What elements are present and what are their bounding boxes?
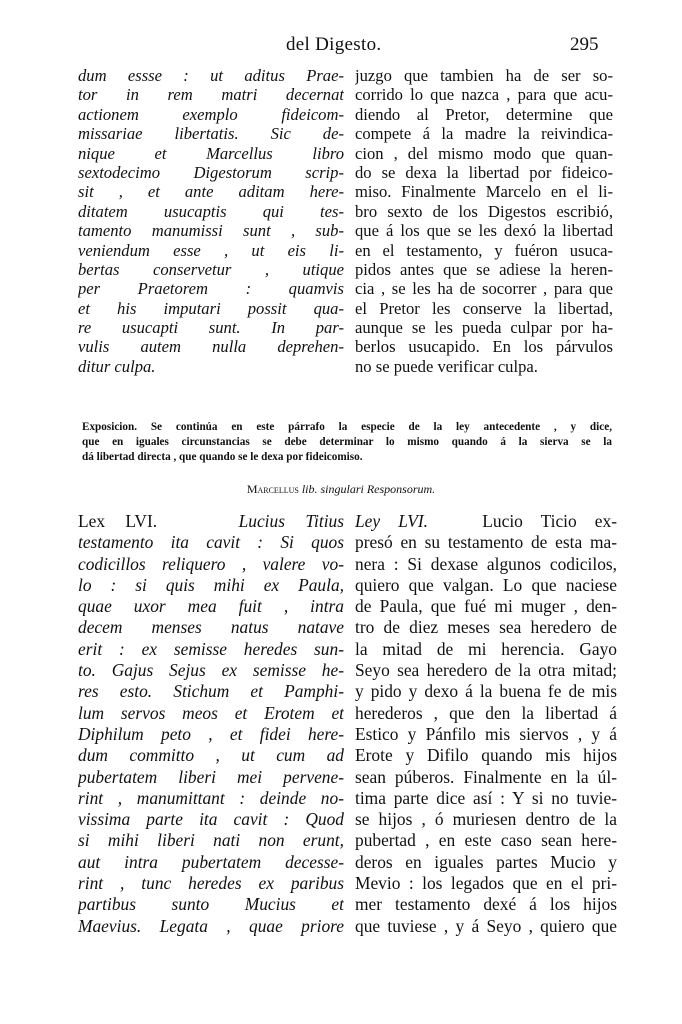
text-line: Maevius. Legata , quae priore (78, 915, 344, 936)
source-heading (0, 482, 682, 497)
text-line: quiero que valgan. Lo que naciese (355, 574, 617, 595)
text-line: ditatem usucaptis qui tes- (78, 201, 344, 221)
text-line: tima parte dice así : Y si no tuvie- (355, 787, 617, 808)
text-line: tamento manumissi sunt , sub- (78, 221, 344, 241)
text-line: quae uxor mea fuit , intra (78, 596, 344, 617)
text-line: dum essse : ut aditus Prae- (78, 66, 344, 85)
text-line: aunque se les pueda culpar por ha- (355, 318, 613, 338)
source-work: lib. singulari Responsorum. (301, 482, 436, 496)
running-title: del Digesto. (286, 34, 382, 55)
latin-column-bottom (78, 511, 344, 937)
exposition-line: Exposicion. Se continúa en este párrafo la especie de la ley antecedente , y dice, (82, 421, 612, 433)
text-line: berlos usucapido. En los párvulos (355, 337, 613, 357)
text-line: compete á la madre la reivindica- (355, 124, 613, 144)
latin-column-top (78, 66, 344, 376)
text-line: aut intra pubertatem decesse- (78, 851, 344, 872)
text-line: tor in rem matri decernat (78, 85, 344, 105)
exposition-line: que en iguales circunstancias se debe determinar lo mismo quando á la sierva se la (82, 436, 612, 448)
text-line: cia , se les ha de socorrer , para que (355, 279, 613, 299)
text-line: miso. Finalmente Marcelo en el li- (355, 182, 613, 202)
text-line: Diphilum peto , et fidei here- (78, 723, 344, 744)
spanish-column-bottom (355, 511, 617, 937)
text-line: nera : Si dexase algunos codicilos, (355, 553, 617, 574)
text-line: Estico y Pánfilo mis siervos , y á (355, 723, 617, 744)
text-line: presó en su testamento de esta ma- (355, 532, 617, 553)
text-line: bertas conservetur , utique (78, 259, 344, 279)
law-number: Ley LVI. (355, 511, 428, 531)
text-line: rint , tunc heredes ex paribus (78, 873, 344, 894)
text-line: diendo al Pretor, determine que (355, 104, 613, 124)
text-line: sit , et ante aditam here- (78, 182, 344, 202)
text-line: se hijos , ó muriesen dentro de la (355, 809, 617, 830)
text-line: veniendum esse , ut eis li- (78, 240, 344, 260)
text-line: vissima parte ita cavit : Quod (78, 809, 344, 830)
law-number: Lex LVI. (78, 511, 158, 531)
text-line: tro de diez meses sea heredero de (355, 617, 617, 638)
spanish-column-top (355, 66, 613, 376)
text-line: cion , del mismo modo que quan- (355, 143, 613, 163)
page-number: 295 (570, 34, 599, 55)
text-line: herederos , que den la libertad á (355, 702, 617, 723)
text-line: deros en iguales partes Mucio y (355, 851, 617, 872)
text-line: no se puede verificar culpa. (355, 356, 538, 376)
text-line: sextodecimo Digestorum scrip- (78, 162, 344, 182)
text-line: do se dexa la libertad por fideico- (355, 162, 613, 182)
text-line: missariae libertatis. Sic de- (78, 124, 344, 144)
text-line: que tuviese , y á Seyo , quiero que (355, 915, 617, 936)
text-line: partibus sunto Mucius et (78, 894, 344, 915)
text-line: nique et Marcellus libro (78, 143, 344, 163)
text-line: corrido lo que nazca , para que acu- (355, 85, 613, 105)
text-line: ditur culpa. (78, 356, 156, 376)
exposition-line: dá libertad directa , que quando se le dexa por fideicomiso. (82, 451, 363, 463)
text-line: rint , manumittant : deinde no- (78, 787, 344, 808)
text-line: en el testamento, y fuéron usuca- (355, 240, 613, 260)
law-first-line: Lucio Ticio ex- (482, 511, 617, 531)
text-line: la mitad de mi herencia. Gayo (355, 638, 617, 659)
exposition-note (82, 420, 612, 465)
text-line: decem menses natus natave (78, 617, 344, 638)
text-line: lo : si quis mihi ex Paula, (78, 574, 344, 595)
text-line: testamento ita cavit : Si quos (78, 532, 344, 553)
running-head (0, 34, 682, 60)
text-line: pidos antes que se adiese la heren- (355, 259, 613, 279)
text-line: Erote y Difilo quando mis hijos (355, 745, 617, 766)
text-line: lum servos meos et Erotem et (78, 702, 344, 723)
text-line: per Praetorem : quamvis (78, 279, 344, 299)
text-line: to. Gajus Sejus ex semisse he- (78, 660, 344, 681)
text-line: el Pretor les conserve la libertad, (355, 298, 613, 318)
text-line: re usucapti sunt. In par- (78, 318, 344, 338)
text-line: si mihi liberi nati non erunt, (78, 830, 344, 851)
text-line: bro sexto de los Digestos escribió, (355, 201, 613, 221)
text-line: codicillos reliquero , valere vo- (78, 553, 344, 574)
text-line: actionem exemplo fideicom- (78, 104, 344, 124)
source-author: Marcellus (246, 482, 299, 496)
text-line (355, 511, 617, 532)
text-line: de Paula, que fué mi muger , den- (355, 596, 617, 617)
text-line: pubertatem liberi mei pervene- (78, 766, 344, 787)
text-line: sean púberos. Finalmente en la úl- (355, 766, 617, 787)
text-line: mer testamento dexé á los hijos (355, 894, 617, 915)
text-line: erit : ex semisse heredes sun- (78, 638, 344, 659)
text-line: dum committo , ut cum ad (78, 745, 344, 766)
text-line: et his imputari possit qua- (78, 298, 344, 318)
text-line (78, 511, 344, 532)
text-line: pubertad , en este caso sean here- (355, 830, 617, 851)
text-line: y pido y dexo á la buena fe de mis (355, 681, 617, 702)
text-line: que á los que se les dexó la libertad (355, 221, 613, 241)
text-line: vulis autem nulla deprehen- (78, 337, 344, 357)
text-line: res esto. Stichum et Pamphi- (78, 681, 344, 702)
text-line: Seyo sea heredero de la otra mitad; (355, 660, 617, 681)
text-line: juzgo que tambien ha de ser so- (355, 66, 613, 85)
text-line: Mevio : los legados que en el pri- (355, 873, 617, 894)
law-first-line: Lucius Titius (238, 511, 344, 531)
